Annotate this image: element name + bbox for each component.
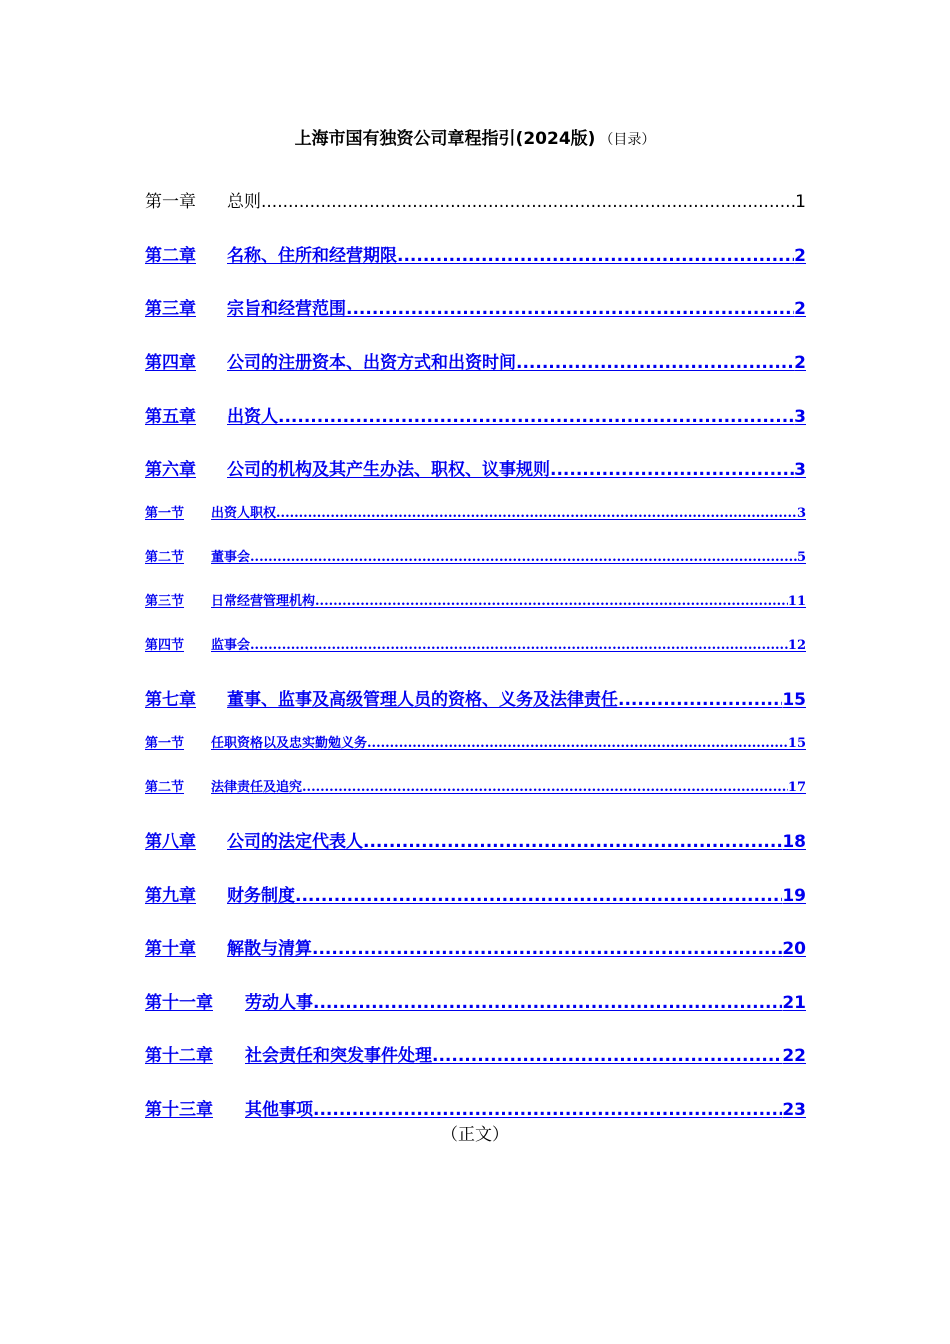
toc-label: 总则 <box>227 192 261 212</box>
toc-number: 第四节 <box>145 638 185 653</box>
toc-label: 董事会 <box>211 550 251 565</box>
toc-link-chapter-2[interactable] <box>145 241 806 266</box>
toc-leader <box>313 1100 782 1120</box>
toc-entry-chapter-1 <box>145 187 806 212</box>
toc-leader <box>550 460 794 480</box>
toc-leader <box>313 993 782 1013</box>
toc-label: 公司的注册资本、出资方式和出资时间 <box>227 353 516 373</box>
toc-leader <box>397 246 794 266</box>
toc-link-chapter-12[interactable] <box>145 1041 806 1066</box>
toc-number: 第一节 <box>145 506 185 521</box>
toc-leader <box>295 886 782 906</box>
toc-page-number: 2 <box>794 353 806 373</box>
toc-page-number: 21 <box>782 993 806 1013</box>
toc-link-chapter-6[interactable] <box>145 455 806 480</box>
toc-label: 公司的机构及其产生办法、职权、议事规则 <box>227 460 550 480</box>
toc-label: 任职资格以及忠实勤勉义务 <box>211 736 368 751</box>
toc-number: 第三节 <box>145 594 185 609</box>
toc-leader <box>363 832 782 852</box>
toc-link-chapter-5[interactable] <box>145 402 806 427</box>
toc-link-section-6-2[interactable] <box>145 546 806 565</box>
toc-page-number: 1 <box>795 192 806 212</box>
toc-page-number: 3 <box>796 506 806 521</box>
toc-leader <box>261 192 795 212</box>
toc-page-number: 2 <box>794 246 806 266</box>
toc-number: 第六章 <box>145 460 196 480</box>
toc-label: 解散与清算 <box>227 939 312 959</box>
toc-label: 其他事项 <box>245 1100 313 1120</box>
toc-leader <box>618 690 782 710</box>
toc-number: 第十一章 <box>145 993 213 1013</box>
toc-page-number: 15 <box>787 736 806 751</box>
toc-link-chapter-8[interactable] <box>145 827 806 852</box>
toc-number: 第二节 <box>145 550 185 565</box>
toc-link-chapter-13[interactable] <box>145 1095 806 1120</box>
toc-link-section-6-1[interactable] <box>145 502 806 521</box>
toc-link-chapter-9[interactable] <box>145 881 806 906</box>
toc-link-chapter-10[interactable] <box>145 934 806 959</box>
toc-number: 第九章 <box>145 886 196 906</box>
toc-number: 第八章 <box>145 832 196 852</box>
toc-leader <box>302 780 788 795</box>
toc-page-number: 22 <box>782 1046 806 1066</box>
toc-label: 法律责任及追究 <box>211 780 303 795</box>
toc-link-section-6-3[interactable] <box>145 590 806 609</box>
toc-page-number: 19 <box>782 886 806 906</box>
toc-leader <box>250 638 788 653</box>
toc-leader <box>312 939 782 959</box>
toc-number: 第一节 <box>145 736 185 751</box>
toc-page-number: 18 <box>782 832 806 852</box>
toc-page-number: 3 <box>794 407 806 427</box>
toc-link-chapter-3[interactable] <box>145 294 806 319</box>
toc-number: 第四章 <box>145 353 196 373</box>
toc-leader <box>367 736 788 751</box>
toc-page-number: 23 <box>782 1100 806 1120</box>
toc-number: 第二章 <box>145 246 196 266</box>
toc-leader <box>516 353 794 373</box>
toc-label: 财务制度 <box>227 886 295 906</box>
toc-leader <box>432 1046 782 1066</box>
toc-label: 出资人职权 <box>211 506 277 521</box>
toc-number: 第十二章 <box>145 1046 213 1066</box>
toc-leader <box>276 506 797 521</box>
toc-leader <box>346 299 794 319</box>
toc-page-number: 20 <box>782 939 806 959</box>
toc-label: 监事会 <box>211 638 251 653</box>
toc-link-section-7-2[interactable] <box>145 776 806 795</box>
title-text: 上海市国有独资公司章程指引(2024版) <box>294 129 596 149</box>
toc-page-number: 11 <box>787 594 806 609</box>
toc-label: 名称、住所和经营期限 <box>227 246 397 266</box>
toc-page-number: 12 <box>787 638 806 653</box>
toc-number: 第七章 <box>145 690 196 710</box>
toc-number: 第二节 <box>145 780 185 795</box>
toc-number: 第十三章 <box>145 1100 213 1120</box>
toc-link-section-7-1[interactable] <box>145 732 806 751</box>
toc-leader <box>315 594 788 609</box>
document-title <box>0 124 950 149</box>
toc-link-chapter-11[interactable] <box>145 988 806 1013</box>
toc-page-number: 5 <box>796 550 806 565</box>
toc-page-number: 17 <box>787 780 806 795</box>
toc-page-number: 15 <box>782 690 806 710</box>
toc-link-chapter-4[interactable] <box>145 348 806 373</box>
toc-label: 公司的法定代表人 <box>227 832 363 852</box>
toc-label: 日常经营管理机构 <box>211 594 316 609</box>
toc-label: 宗旨和经营范围 <box>227 299 346 319</box>
toc-label: 社会责任和突发事件处理 <box>245 1046 432 1066</box>
toc-number: 第三章 <box>145 299 196 319</box>
toc-leader <box>278 407 794 427</box>
body-start-label: （正文） <box>441 1125 509 1145</box>
title-suffix: （目录） <box>599 132 656 148</box>
toc-number: 第五章 <box>145 407 196 427</box>
toc-link-section-6-4[interactable] <box>145 634 806 653</box>
toc-number: 第十章 <box>145 939 196 959</box>
toc-label: 出资人 <box>227 407 278 427</box>
toc-label: 劳动人事 <box>245 993 313 1013</box>
toc-number: 第一章 <box>145 192 196 212</box>
toc-link-chapter-7[interactable] <box>145 685 806 710</box>
toc-page-number: 2 <box>794 299 806 319</box>
toc-label: 董事、监事及高级管理人员的资格、义务及法律责任 <box>227 690 618 710</box>
toc-page-number: 3 <box>794 460 806 480</box>
toc-leader <box>250 550 797 565</box>
